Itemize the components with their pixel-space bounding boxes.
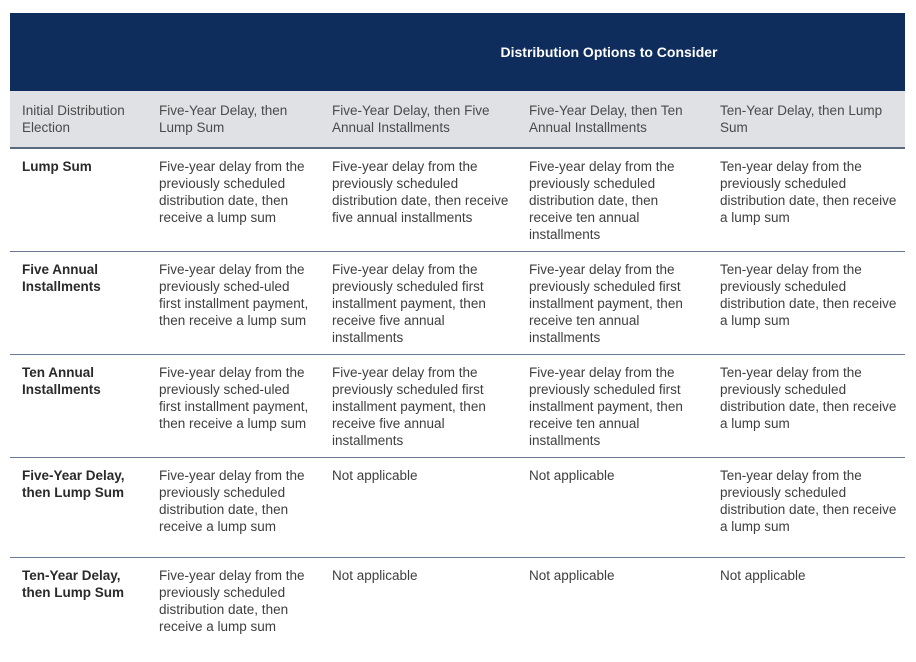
table-row [10,557,905,662]
table-row [10,251,905,354]
table-cell: Five-year delay from the previously sched-uled first installment payment, then receive a lump sum [147,354,320,457]
row-header: Ten Annual Installments [10,354,147,457]
table-cell: Five-year delay from the previously sched-uled first installment payment, then receive a lump sum [147,251,320,354]
column-header: Initial Distribution Election [10,91,147,148]
table-cell: Not applicable [720,567,806,583]
column-header: Ten-Year Delay, then Lump Sum [708,91,905,148]
row-header: Five-Year Delay, then Lump Sum [10,457,147,557]
table-cell: Five-year delay from the previously scheduled distribution date, then receive a lump sum [159,567,305,634]
table-cell: Five-year delay from the previously scheduled distribution date, then receive five annual installments [320,148,517,251]
distribution-options-table [10,91,905,662]
row-header: Ten-Year Delay, then Lump Sum [22,567,124,600]
table-cell: Five-year delay from the previously scheduled first installment payment, then receive five annual installments [320,354,517,457]
table-cell: Five-year delay from the previously scheduled first installment payment, then receive ten annual installments [517,251,708,354]
table-cell: Ten-year delay from the previously scheduled distribution date, then receive a lump sum [708,251,905,354]
column-header: Five-Year Delay, then Five Annual Installments [320,91,517,148]
column-header: Five-Year Delay, then Lump Sum [147,91,320,148]
table-cell: Five-year delay from the previously scheduled first installment payment, then receive ten annual installments [517,354,708,457]
table-cell: Not applicable [517,457,708,557]
table-cell: Five-year delay from the previously scheduled distribution date, then receive ten annual installments [517,148,708,251]
table-cell: Ten-year delay from the previously scheduled distribution date, then receive a lump sum [708,457,905,557]
table-cell: Ten-year delay from the previously scheduled distribution date, then receive a lump sum [708,354,905,457]
table-cell: Not applicable [320,457,517,557]
table-cell: Five-year delay from the previously scheduled distribution date, then receive a lump sum [147,457,320,557]
table-row [10,354,905,457]
table-cell: Not applicable [529,567,615,583]
row-header: Lump Sum [10,148,147,251]
table-cell: Five-year delay from the previously scheduled distribution date, then receive a lump sum [147,148,320,251]
column-header: Five-Year Delay, then Ten Annual Installments [517,91,708,148]
table-cell: Five-year delay from the previously scheduled first installment payment, then receive five annual installments [320,251,517,354]
row-header: Five Annual Installments [10,251,147,354]
table-row [10,148,905,251]
table-cell: Ten-year delay from the previously scheduled distribution date, then receive a lump sum [708,148,905,251]
table-cell: Not applicable [332,567,418,583]
header-row [10,91,905,148]
table-row [10,457,905,557]
banner-title: Distribution Options to Consider [500,44,718,60]
